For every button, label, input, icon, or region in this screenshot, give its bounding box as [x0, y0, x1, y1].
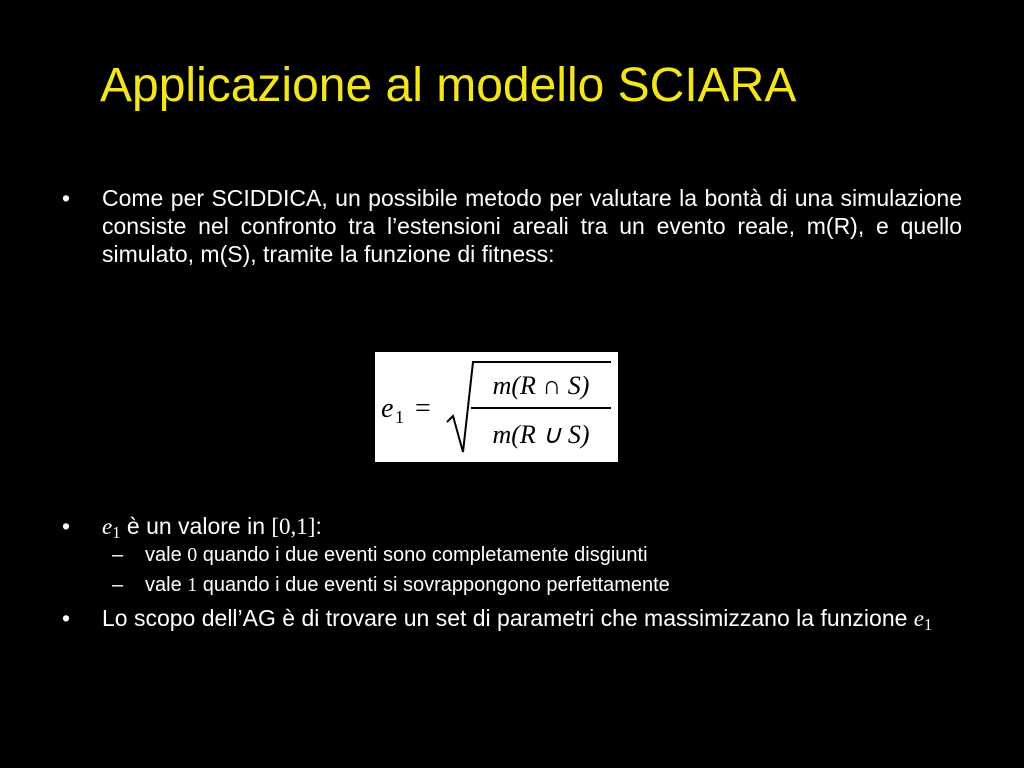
formula-lhs-var: e [381, 393, 394, 424]
sub-bullet-marker: – [112, 544, 124, 566]
bullet-range: e1 è un valore in [0,1]: [102, 513, 322, 543]
var-e1: e1 [913, 606, 933, 635]
bullet-objective: Lo scopo dell’AG è di trovare un set di parametri che massimizzano la funzione e1 [102, 605, 933, 635]
sub-bullet-overlap: vale 1 quando i due eventi si sovrappongono perfettamente [145, 574, 670, 596]
bullet-fitness-intro: Come per SCIDDICA, un possibile metodo per valutare la bontà di una simulazione consiste nel confronto tra l’estensioni areali tra un evento reale, m(R), e quello simulato, m(S), tramite la funzione di fitness: [102, 185, 962, 267]
formula-denominator: m(R ∪ S) [492, 420, 590, 449]
bullet-marker: • [62, 513, 71, 539]
sub-bullet-disjoint: vale 0 quando i due eventi sono completamente disgiunti [145, 544, 648, 566]
slide-title: Applicazione al modello SCIARA [100, 59, 797, 112]
fitness-formula [375, 352, 618, 462]
interval: [0,1] [271, 514, 316, 539]
bullet-marker: • [62, 605, 71, 631]
fitness-formula-svg [375, 352, 618, 462]
var-e1: e1 [102, 514, 121, 543]
sub-bullet-marker: – [112, 574, 124, 596]
formula-lhs-sub: 1 [395, 407, 404, 427]
formula-numerator: m(R ∩ S) [492, 371, 590, 400]
formula-equals: = [415, 393, 431, 424]
bullet-marker: • [62, 185, 71, 211]
